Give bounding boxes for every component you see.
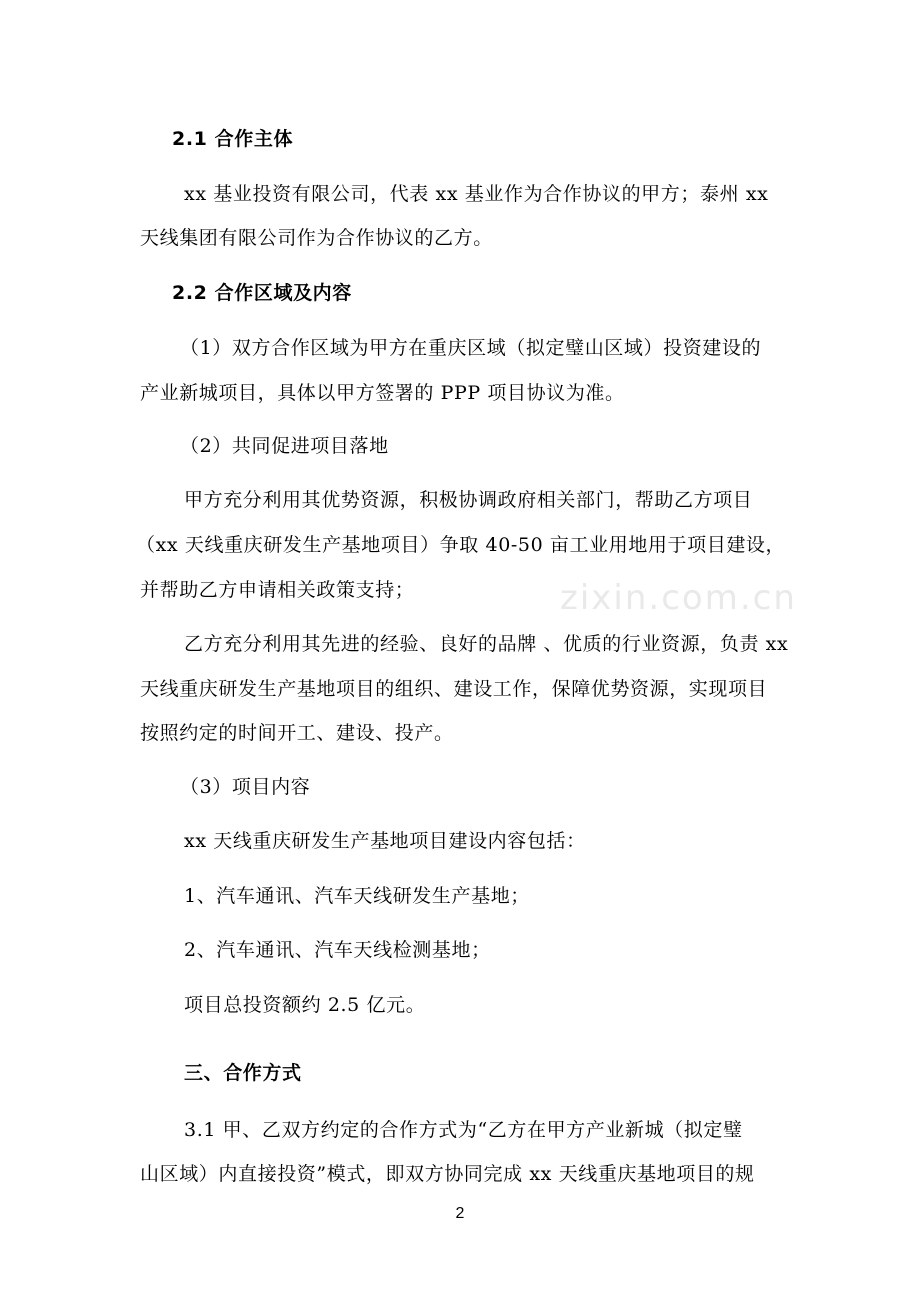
- heading-2-1: 2.1 合作主体: [172, 128, 294, 150]
- heading-section-3: 三、合作方式: [184, 1062, 302, 1084]
- paragraph-line: （xx 天线重庆研发生产基地项目）争取 40-50 亩工业用地用于项目建设，: [136, 534, 786, 556]
- paragraph-line: xx 天线重庆研发生产基地项目建设内容包括：: [184, 830, 586, 852]
- paragraph-line: 项目总投资额约 2.5 亿元。: [184, 994, 426, 1016]
- heading-2-2: 2.2 合作区域及内容: [172, 282, 352, 304]
- watermark: zixin.com.cn: [560, 578, 797, 618]
- paragraph-line: 并帮助乙方申请相关政策支持；: [140, 579, 415, 601]
- paragraph-line: 乙方充分利用其先进的经验、良好的品牌 、优质的行业资源，负责 xx: [184, 633, 789, 655]
- paragraph-line: xx 基业投资有限公司，代表 xx 基业作为合作协议的甲方；泰州 xx: [184, 183, 769, 205]
- paragraph-line: 3.1 甲、乙双方约定的合作方式为“乙方在甲方产业新城（拟定璧: [184, 1119, 743, 1141]
- paragraph-line: 按照约定的时间开工、建设、投产。: [140, 722, 454, 744]
- paragraph-line: 山区域）内直接投资”模式，即双方协同完成 xx 天线重庆基地项目的规: [140, 1163, 755, 1185]
- page-number: 2: [455, 1205, 465, 1222]
- paragraph-line: 甲方充分利用其优势资源，积极协调政府相关部门，帮助乙方项目: [184, 489, 753, 511]
- subheading-line: （2）共同促进项目落地: [180, 435, 389, 457]
- list-item: 2、汽车通讯、汽车天线检测基地；: [184, 939, 491, 961]
- paragraph-line: （1）双方合作区域为甲方在重庆区域（拟定璧山区域）投资建设的: [180, 337, 762, 359]
- paragraph-line: 天线重庆研发生产基地项目的组织、建设工作，保障优势资源，实现项目: [140, 678, 768, 700]
- list-item: 1、汽车通讯、汽车天线研发生产基地；: [184, 885, 530, 907]
- subheading-line: （3）项目内容: [180, 776, 311, 798]
- paragraph-line: 天线集团有限公司作为合作协议的乙方。: [140, 227, 493, 249]
- paragraph-line: 产业新城项目，具体以甲方签署的 PPP 项目协议为准。: [140, 382, 625, 404]
